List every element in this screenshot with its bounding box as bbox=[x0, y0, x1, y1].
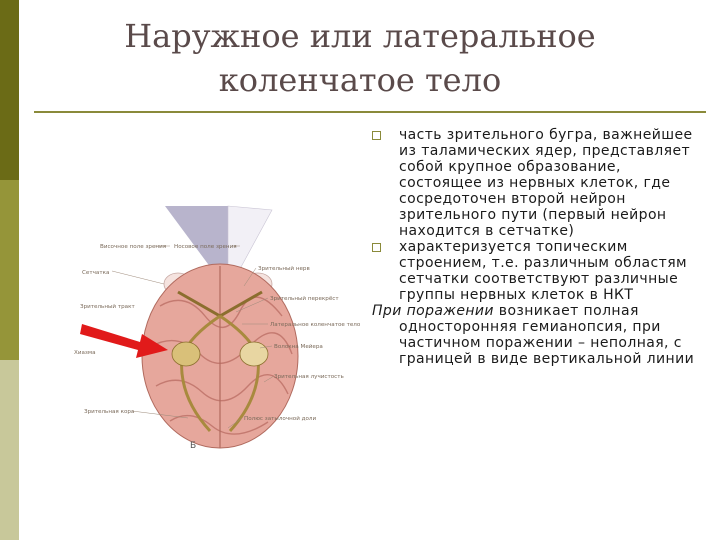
lesion-note-lead: При поражении bbox=[372, 303, 494, 319]
accent-bar-bottom bbox=[0, 360, 19, 540]
label-meyer-loop: Волокна Мейера bbox=[274, 344, 323, 350]
label-chiasma: Хиазма bbox=[74, 350, 96, 356]
bullet-text: характеризуется топическим строением, т.е. различным областям сетчатки соответствуют различные группы нервных клеток в НКТ bbox=[399, 239, 687, 303]
lgn-right bbox=[240, 342, 268, 366]
label-optic-tract: Зрительный тракт bbox=[80, 304, 135, 310]
label-radiation: Зрительная лучистость bbox=[274, 374, 344, 380]
title-divider bbox=[34, 111, 706, 113]
square-bullet-icon bbox=[372, 131, 381, 140]
label-chiasm: Зрительный перекрёст bbox=[270, 296, 339, 302]
label-visual-cortex: Зрительная кора bbox=[84, 409, 135, 415]
lesion-note bbox=[372, 303, 706, 367]
title-line-1: Наружное или латеральное bbox=[124, 17, 596, 55]
label-retina: Сетчатка bbox=[82, 270, 110, 276]
label-optic-nerve: Зрительный нерв bbox=[258, 266, 310, 272]
brain-illustration bbox=[60, 196, 361, 458]
label-occipital-pole: Полюс затылочной доли bbox=[244, 416, 317, 422]
text-content bbox=[372, 127, 706, 367]
lesion-note-tail: односторонняя гемианопсия, при частичном поражении – неполная, с границей в виде вертикальной линии bbox=[399, 319, 695, 367]
left-accent-bar bbox=[0, 0, 19, 540]
bullet-text: часть зрительного бугра, важнейшее из таламических ядер, представляет собой крупное образование, состоящее из нервных клеток, где сосредоточен второй нейрон зрительного пути (первый нейрон находится в сетчатке) bbox=[399, 127, 693, 239]
panel-letter: Б bbox=[190, 441, 197, 451]
label-lgn: Латеральное коленчатое тело bbox=[270, 322, 361, 328]
bullet-item bbox=[372, 127, 706, 239]
brain-visual-pathway-figure bbox=[60, 196, 361, 458]
accent-bar-top bbox=[0, 0, 19, 180]
lgn-left bbox=[172, 342, 200, 366]
accent-bar-middle bbox=[0, 180, 19, 360]
label-nasal-field: Носовое поле зрения bbox=[174, 244, 237, 250]
title-line-2: коленчатое тело bbox=[218, 61, 502, 99]
slide-title bbox=[60, 14, 660, 102]
label-temporal-field: Височное поле зрения bbox=[100, 244, 167, 250]
bullet-item bbox=[372, 239, 706, 303]
square-bullet-icon bbox=[372, 243, 381, 252]
lesion-note-rest: возникает полная bbox=[493, 303, 639, 319]
